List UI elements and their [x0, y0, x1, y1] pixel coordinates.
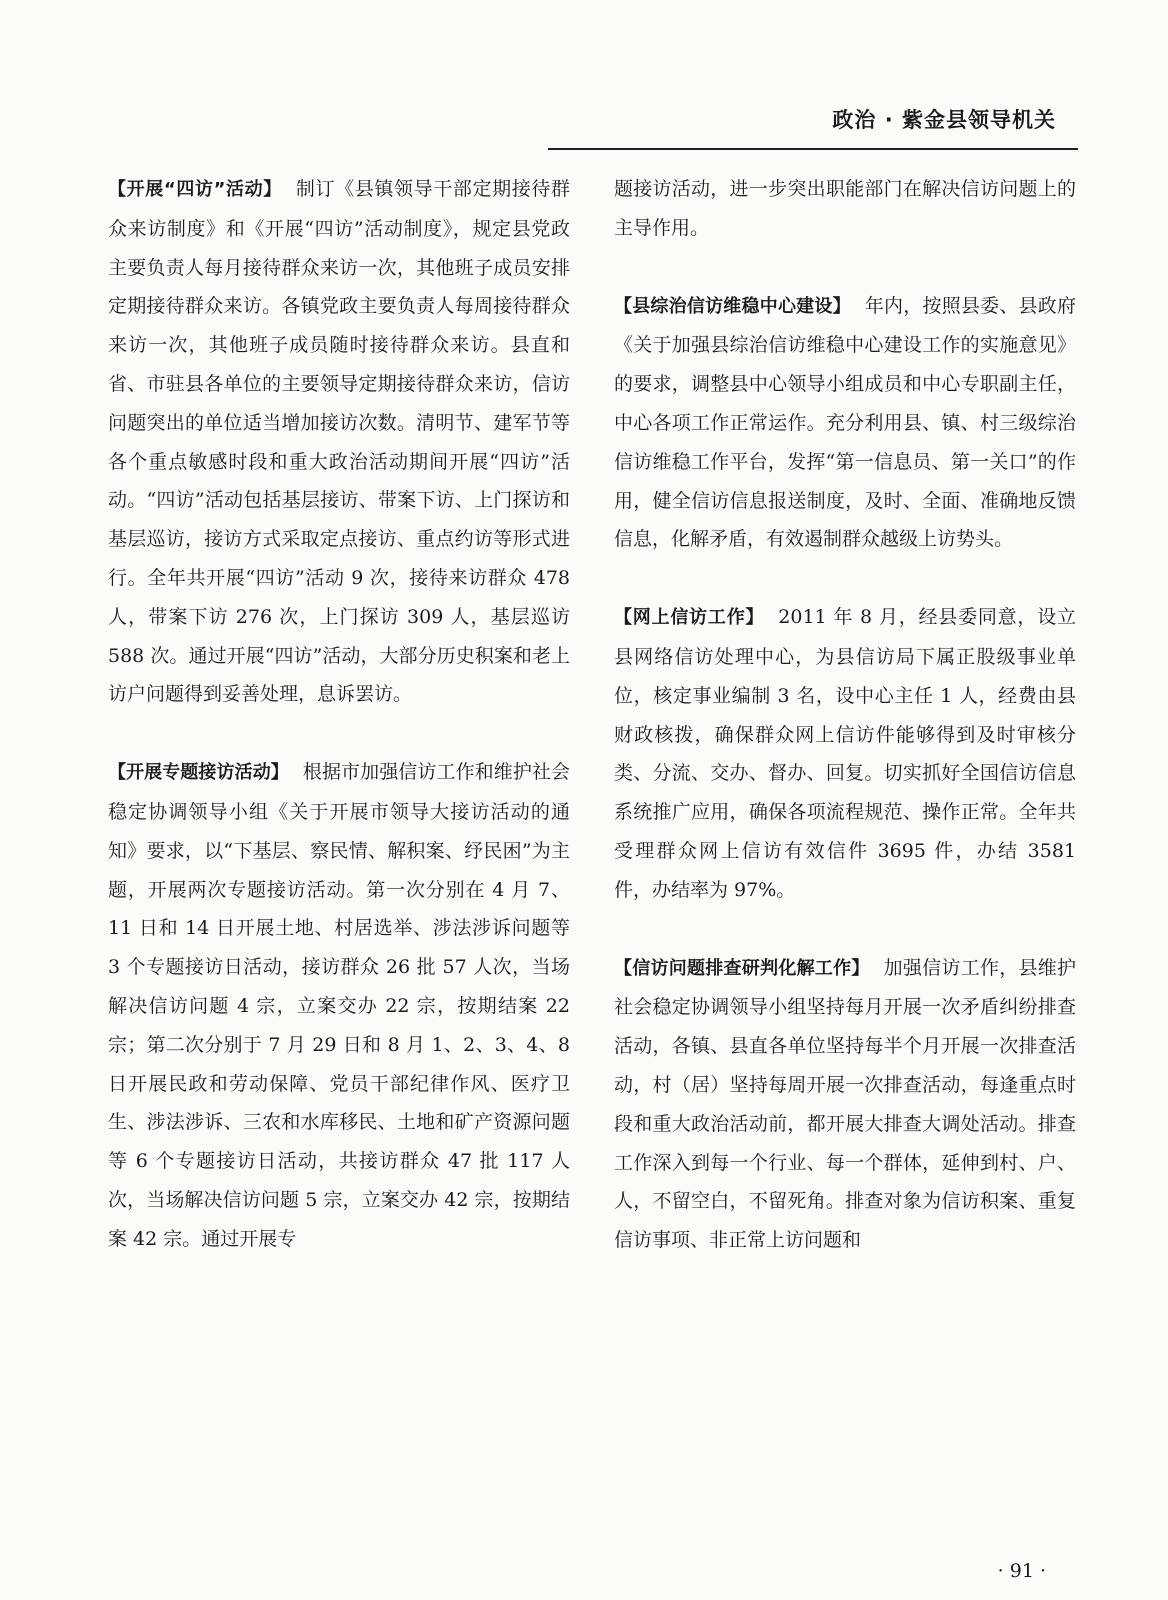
paragraph-title: 【网上信访工作】 [614, 607, 765, 629]
paragraph-si-fang [108, 170, 570, 714]
paragraph-title: 【开展专题接访活动】 [108, 762, 289, 784]
paragraph-title: 【开展“四访”活动】 [108, 179, 282, 200]
paragraph-title: 【县综治信访维稳中心建设】 [614, 295, 851, 317]
left-column [108, 170, 570, 1298]
header-rule [548, 148, 1078, 150]
paragraph-body: 根据市加强信访工作和维护社会稳定协调领导小组《关于开展市领导大接访活动的通知》要求，以“下基层、察民情、解积案、纾民困”为主题，开展两次专题接访活动。第一次分别在 4 月 7、11 日和 14 日开展土地、村居选举、涉法涉诉问题等 3 个专题接访日活动，接访群众 26 批 57 人次，当场解决信访问题 4 宗，立案交办 22 宗，按期结案 22 宗；第二次分别于 7 月 29 日和 8 月 1、2、3、4、8 日开展民政和劳动保障、党员干部纪律作风、医疗卫生、涉法涉诉、三农和水库移民、土地和矿产资源问题等 6 个专题接访日活动，共接访群众 47 批 117 人次，当场解决信访问题 5 宗，立案交办 42 宗，按期结案 42 宗。通过开展专 [108, 761, 570, 1250]
paragraph-body: 加强信访工作，县维护社会稳定协调领导小组坚持每月开展一次矛盾纠纷排查活动，各镇、县直各单位坚持每半个月开展一次排查活动，村（居）坚持每周开展一次排查活动，每逢重点时段和重大政治活动前，都开展大排查大调处活动。排查工作深入到每一个行业、每一个群体，延伸到村、户、人，不留空白，不留死角。排查对象为信访积案、重复信访事项、非正常上访问题和 [614, 956, 1076, 1252]
page-number: · 91 · [997, 1560, 1046, 1582]
paragraph-body: 年内，按照县委、县政府《关于加强县综治信访维稳中心建设工作的实施意见》的要求，调整县中心领导小组成员和中心专职副主任，中心各项工作正常运作。充分利用县、镇、村三级综治信访维稳工作平台，发挥“第一信息员、第一关口”的作用，健全信访信息报送制度，及时、全面、准确地反馈信息，化解矛盾，有效遏制群众越级上访势头。 [614, 294, 1076, 551]
right-column [614, 170, 1076, 1299]
paragraph-continuation: 题接访活动，进一步突出职能部门在解决信访问题上的主导作用。 [614, 178, 1076, 239]
paragraph-title: 【信访问题排查研判化解工作】 [614, 957, 870, 979]
paragraph-special-visits [108, 753, 570, 1258]
running-header: 政治 · 紫金县领导机关 [832, 108, 1056, 132]
paragraph-center-building [614, 287, 1076, 560]
paragraph-online-petition [614, 598, 1076, 909]
paragraph-body: 制订《县镇领导干部定期接待群众来访制度》和《开展“四访”活动制度》，规定县党政主要负责人每月接待群众来访一次，其他班子成员安排定期接待群众来访。各镇党政主要负责人每周接待群众来访一次，其他班子成员随时接待群众来访。县直和省、市驻县各单位的主要领导定期接待群众来访，信访问题突出的单位适当增加接访次数。清明节、建军节等各个重点敏感时段和重大政治活动期间开展“四访”活动。“四访”活动包括基层接访、带案下访、上门探访和基层巡访，接访方式采取定点接访、重点约访等形式进行。全年共开展“四访”活动 9 次，接待来访群众 478 人，带案下访 276 次，上门探访 309 人，基层巡访 588 次。通过开展“四访”活动，大部分历史积案和老上访户问题得到妥善处理，息诉罢访。 [108, 178, 570, 706]
paragraph-body: 2011 年 8 月，经县委同意，设立县网络信访处理中心，为县信访局下属正股级事业单位，核定事业编制 3 名，设中心主任 1 人，经费由县财政核拨，确保群众网上信访件能够得到及时审核分类、分流、交办、督办、回复。切实抓好全国信访信息系统推广应用，确保各项流程规范、操作正常。全年共受理群众网上信访有效信件 3695 件，办结 3581 件，办结率为 97%。 [614, 606, 1077, 901]
paragraph-screening [614, 949, 1076, 1260]
